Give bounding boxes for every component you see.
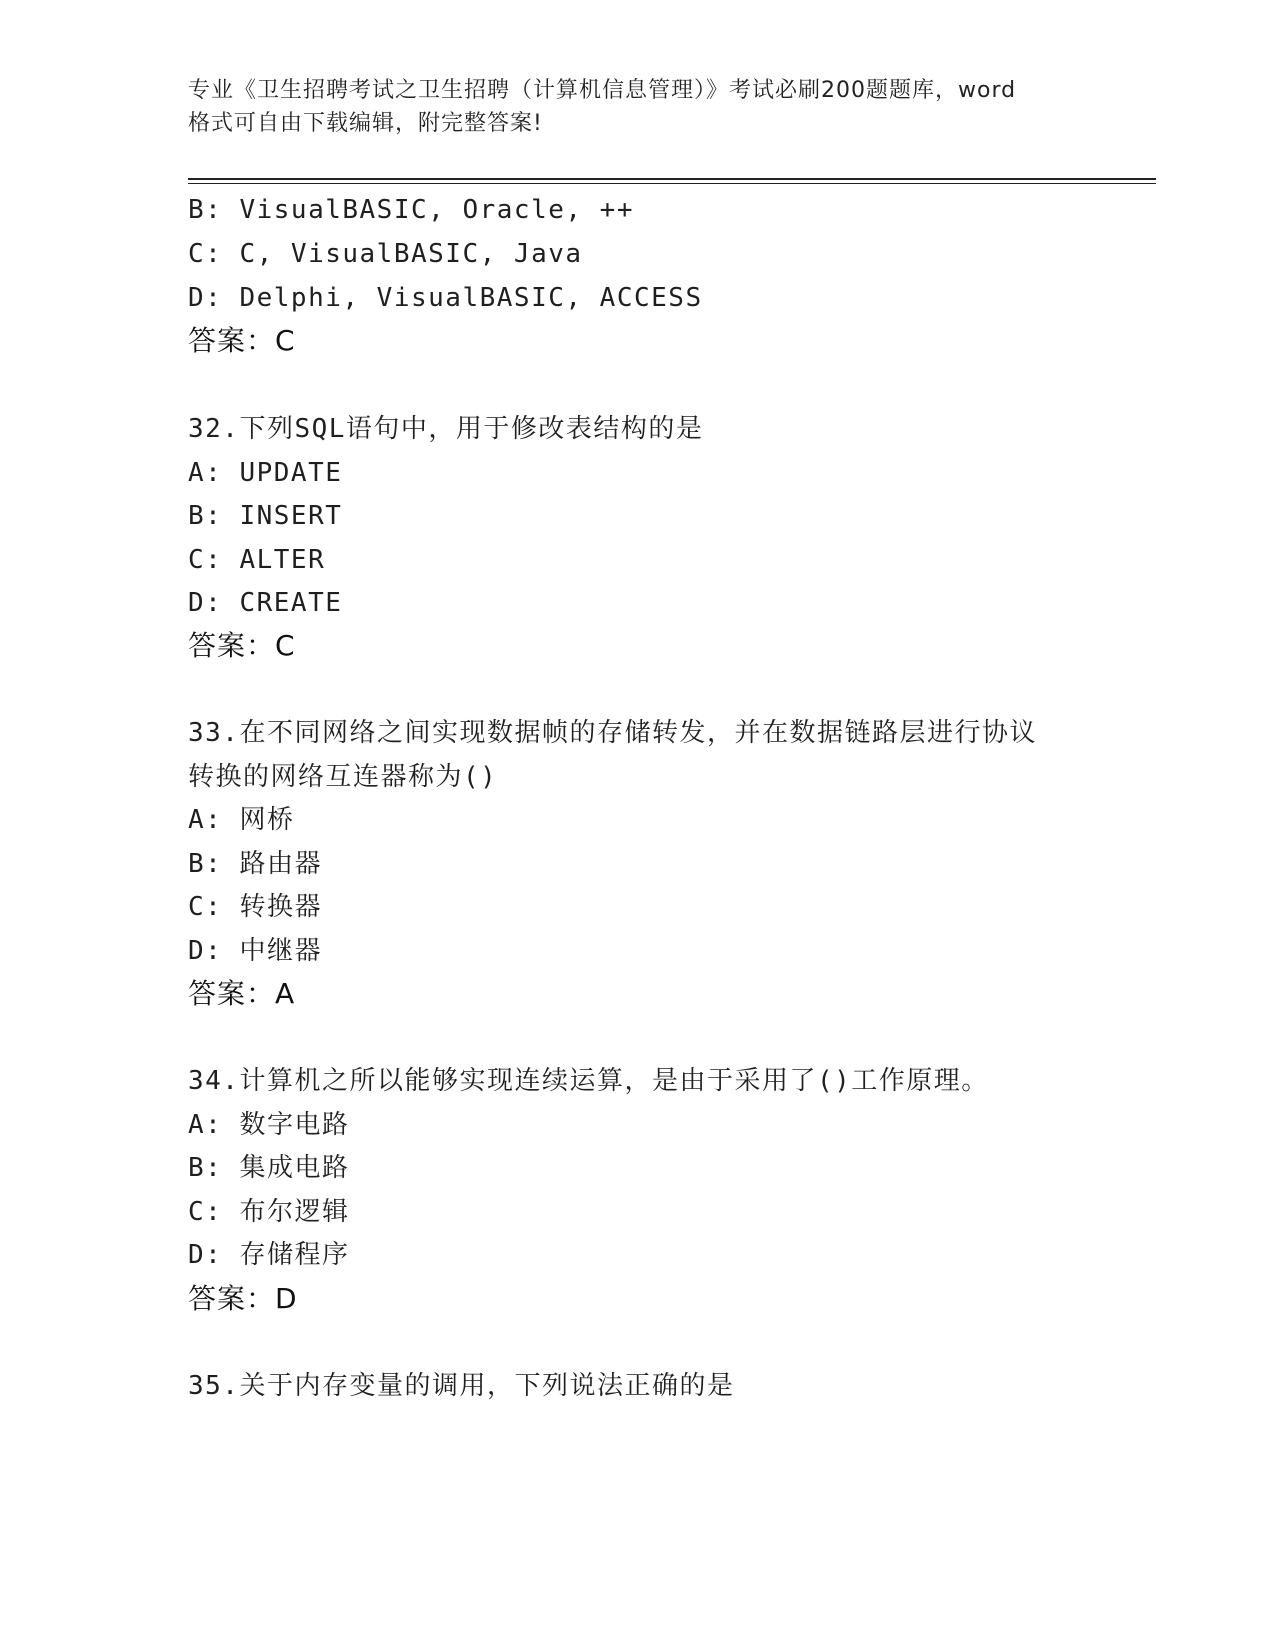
q33-answer: 答案：A [188, 977, 296, 1010]
q33-option-a: A: 网桥 [188, 805, 295, 835]
prev-option-c: C: C, VisualBASIC, Java [188, 239, 583, 269]
q33-question-line-1: 33.在不同网络之间实现数据帧的存储转发，并在数据链路层进行协议 [188, 718, 1037, 748]
header-line-2: 格式可自由下载编辑，附完整答案! [188, 111, 543, 136]
q35-question: 35.关于内存变量的调用，下列说法正确的是 [188, 1371, 735, 1401]
q33-option-c: C: 转换器 [188, 892, 322, 922]
prev-answer: 答案：C [188, 324, 296, 357]
q32-option-a: A: UPDATE [188, 458, 343, 488]
document-header [188, 74, 1088, 140]
q34-option-c: C: 布尔逻辑 [188, 1197, 350, 1227]
q33-option-b: B: 路由器 [188, 849, 322, 879]
q34-option-b: B: 集成电路 [188, 1153, 350, 1183]
header-divider-thick [188, 178, 1156, 180]
q32-option-b: B: INSERT [188, 501, 343, 531]
q34-question: 34.计算机之所以能够实现连续运算，是由于采用了()工作原理。 [188, 1066, 989, 1096]
q32-answer: 答案：C [188, 629, 296, 662]
q33-option-d: D: 中继器 [188, 936, 322, 966]
q34-answer: 答案：D [188, 1282, 298, 1315]
q32-option-d: D: CREATE [188, 588, 343, 618]
q34-option-a: A: 数字电路 [188, 1110, 350, 1140]
prev-option-d: D: Delphi, VisualBASIC, ACCESS [188, 283, 703, 313]
prev-option-b: B: VisualBASIC, Oracle, ++ [188, 195, 634, 225]
header-line-1: 专业《卫生招聘考试之卫生招聘（计算机信息管理）》考试必刷200题题库，word [188, 78, 1017, 103]
q34-option-d: D: 存储程序 [188, 1240, 350, 1270]
q33-question-line-2: 转换的网络互连器称为() [188, 762, 498, 792]
header-divider-thin [188, 183, 1156, 184]
q32-option-c: C: ALTER [188, 545, 326, 575]
q32-question: 32.下列SQL语句中，用于修改表结构的是 [188, 414, 704, 444]
